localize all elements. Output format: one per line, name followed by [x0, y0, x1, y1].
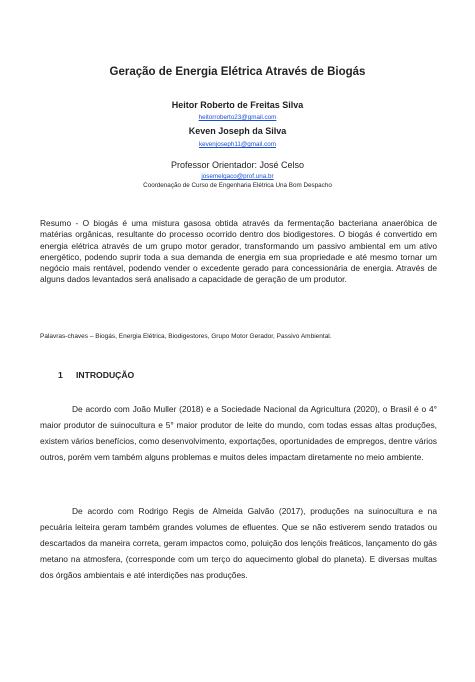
body-paragraph: De acordo com João Muller (2018) e a Sociedade Nacional da Agricultura (2020), o Brasil é o 4° maior produtor de suinocultura e 5° maior produtor de leite do mundo, com todas essas altas produções, existem vários benefícios, como desenvolvimento, exportações, oportunidades de empregos, dentre vários outros, porém vem também alguns problemas e muitos deles impactam diretamente no meio ambiente. [40, 404, 437, 462]
affiliation: Coordenação de Curso de Engenharia Elétrica Una Bom Despacho [143, 182, 332, 189]
body-paragraph: De acordo com Rodrigo Regis de Almeida Galvão (2017), produções na suinocultura e na pecuária leiteira geram também grandes volumes de efluentes. Que se não estiverem sendo tratados ou descartados da maneira correta, geram impactos como, poluição dos lençóis freáticos, lançamento do gás metano na atmosfera, (corresponde com um terço do aquecimento global do planeta). E diversas multas dos órgãos ambientais e até interdições nas produções. [40, 506, 437, 580]
section-title: INTRODUÇÃO [76, 370, 135, 380]
section-number: 1 [58, 370, 63, 380]
author-email-link[interactable]: kevenjoseph11@gmail.com [199, 141, 276, 148]
section-heading [58, 370, 134, 380]
author-name: Heitor Roberto de Freitas Silva [171, 100, 304, 110]
advisor-email-link[interactable]: josemelgaco@prof.una.br [201, 173, 274, 180]
abstract: Resumo - O biogás é uma mistura gasosa obtida através da fermentação bacteriana anaeróbica de matérias orgânicas, resultante do processo ocorrido dentro dos biodigestores. O biogás é convertido em energia elétrica através de um grupo motor gerador, transformando um passivo ambiental em um ativo energético, podendo suprir toda a sua demanda de energia em sua propriedade e até mesmo tornar um negócio mais rentável, podendo vender o excedente gerado para concessionária de energia. Através de alguns dados levantados será analisado a capacidade de geração de um produtor. [40, 218, 437, 285]
author-email-link[interactable]: heitorroberto23@gmail.com [198, 114, 277, 121]
paper-title: Geração de Energia Elétrica Através de Biogás [109, 66, 366, 78]
advisor-line: Professor Orientador: José Celso [170, 160, 305, 170]
author-name: Keven Joseph da Silva [188, 126, 287, 136]
keywords: Palavras-chaves – Biogás, Energia Elétrica, Biodigestores, Grupo Motor Gerador, Passivo Ambiental. [40, 333, 332, 340]
